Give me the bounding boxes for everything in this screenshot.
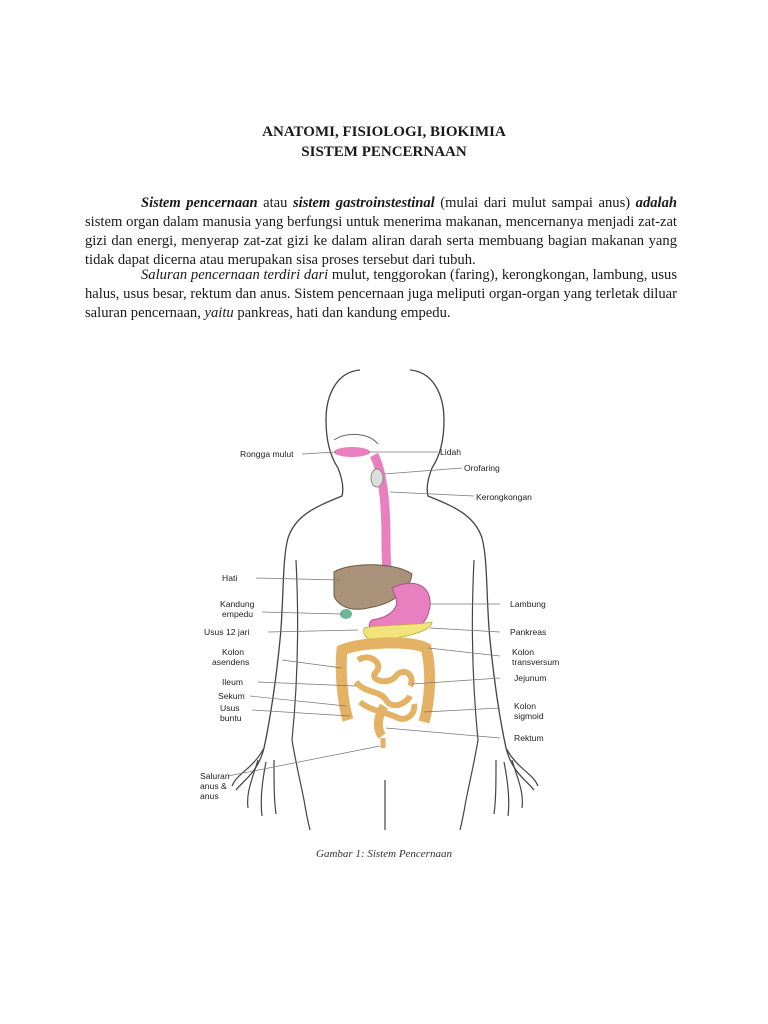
text-mulut-anus: (mulai dari mulut sampai anus) <box>434 195 636 211</box>
mouth-cavity <box>334 434 378 444</box>
label-saluran-1: Saluran <box>200 771 230 781</box>
leader-lines <box>228 452 500 776</box>
digestive-system-figure <box>196 364 560 834</box>
label-kolon-sig-1: Kolon <box>514 701 536 711</box>
label-kolon-as-1: Kolon <box>222 647 244 657</box>
legs-outline <box>304 780 466 830</box>
text-definition: sistem organ dalam manusia yang berfungsi untuk menerima makanan, mencernanya menjadi zat-zat gizi dan energi, menyerap zat-zat gizi ke dalam aliran darah serta membuang bagian makanan yang tidak dapat dicerna atau merupakan sisa proses tersebut dari tubuh. <box>85 214 677 268</box>
term-sistem-pencernaan: Sistem pencernaan <box>141 195 258 211</box>
text-saluran-list: mulut, tenggorokan (faring), kerongkongan, lambung, usus halus, usus besar, rektum dan anus. Sistem pencernaan juga meliputi organ-organ yang terletak diluar saluran pencernaan, <box>85 267 678 321</box>
term-sistem-gastro: sistem gastroinstestinal <box>292 195 435 211</box>
label-usus12: Usus 12 jari <box>204 627 250 637</box>
tongue-shape <box>334 447 370 457</box>
document-subtitle: SISTEM PENCERNAAN <box>301 144 467 160</box>
label-kolon-tr-1: Kolon <box>512 647 534 657</box>
label-orofaring: Orofaring <box>464 463 500 473</box>
text-atau: atau <box>257 195 293 211</box>
label-sekum: Sekum <box>218 691 245 701</box>
label-hati: Hati <box>222 573 238 583</box>
label-jejunum: Jejunum <box>514 673 547 683</box>
right-hand <box>494 748 538 816</box>
term-yaitu: yaitu <box>204 305 234 321</box>
label-usus-buntu-2: buntu <box>220 713 242 723</box>
label-kandung-2: empedu <box>222 609 254 619</box>
label-kolon-sig-2: sigmoid <box>514 711 544 721</box>
label-rektum: Rektum <box>514 733 544 743</box>
rectum-shape <box>378 706 384 736</box>
paragraph-saluran <box>85 266 677 323</box>
label-usus-buntu-1: Usus <box>220 703 240 713</box>
label-rongga-mulut: Rongga mulut <box>240 449 294 459</box>
label-lidah: Lidah <box>440 447 462 457</box>
figure-caption: Gambar 1: Sistem Pencernaan <box>316 848 452 860</box>
label-saluran-3: anus <box>200 791 219 801</box>
label-lambung: Lambung <box>510 599 546 609</box>
document-title: ANATOMI, FISIOLOGI, BIOKIMIA <box>262 124 506 140</box>
paragraph-definition <box>85 194 677 270</box>
left-hand <box>232 748 276 816</box>
label-kerongkongan: Kerongkongan <box>476 492 532 502</box>
label-pankreas: Pankreas <box>510 627 547 637</box>
label-kandung-1: Kandung <box>220 599 255 609</box>
pharynx-shape <box>371 469 383 487</box>
text-organ-list: pankreas, hati dan kandung empedu. <box>233 305 451 321</box>
label-ileum: Ileum <box>222 677 244 687</box>
label-saluran-2: anus & <box>200 781 227 791</box>
label-kolon-as-2: asendens <box>212 657 250 667</box>
text-saluran-lead: Saluran pencernaan terdiri dari <box>141 267 329 283</box>
term-adalah: adalah <box>635 195 678 211</box>
label-kolon-tr-2: transversum <box>512 657 560 667</box>
